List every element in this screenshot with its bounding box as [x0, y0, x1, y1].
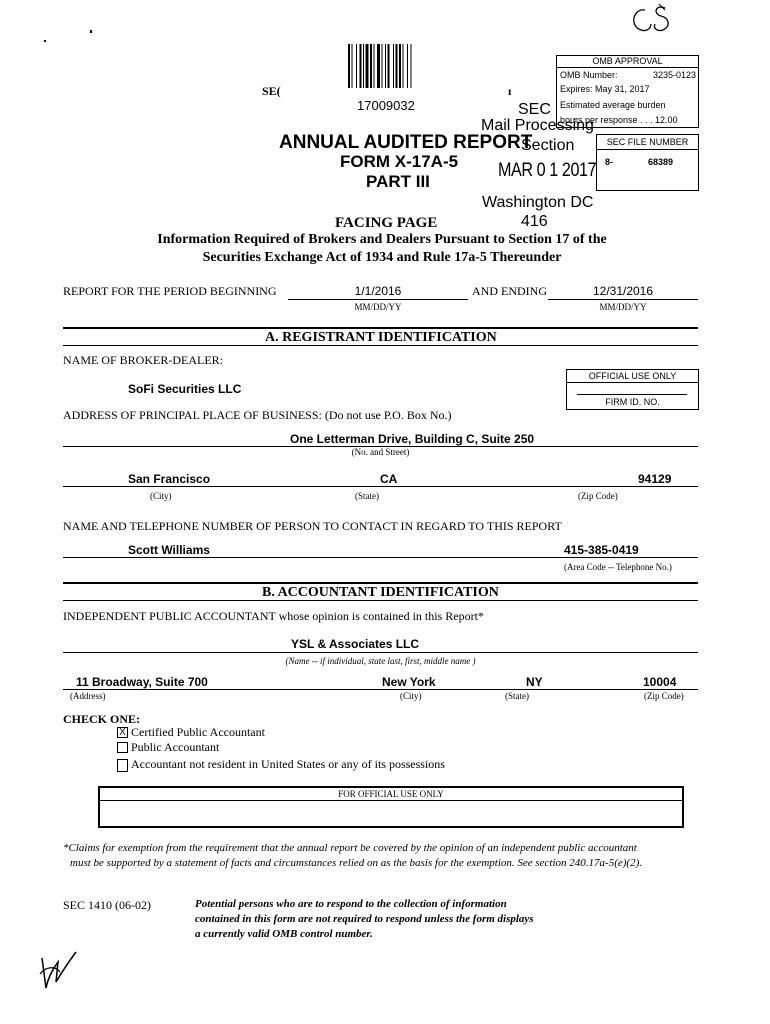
period-begin-format: MM/DD/YY — [354, 302, 402, 312]
period-end-label: AND ENDING — [472, 284, 547, 298]
accountant-zip[interactable]: 10004 — [643, 675, 677, 689]
cpa-label: Certified Public Accountant — [131, 725, 265, 739]
address-label: ADDRESS OF PRINCIPAL PLACE OF BUSINESS: (Do not use P.O. Box No.) — [63, 408, 452, 422]
omb-burden-line1: Estimated average burden — [560, 100, 666, 110]
barcode-bar — [360, 44, 362, 88]
contact-phone[interactable]: 415-385-0419 — [564, 543, 639, 557]
cpa-checkbox[interactable]: X — [117, 727, 128, 738]
accountant-state[interactable]: NY — [526, 675, 543, 689]
contact-name[interactable]: Scott Williams — [128, 543, 210, 557]
claims-note-line2: must be supported by a statement of facts and circumstances relied on as the basis for the exemption. See section 240.17a-5(e)(2). — [70, 857, 642, 869]
form-title-annual: ANNUAL AUDITED REPORT — [279, 132, 533, 153]
section-b-heading: B. ACCOUNTANT IDENTIFICATION — [262, 585, 499, 600]
non-resident-label: Accountant not resident in United States or any of its possessions — [131, 757, 445, 771]
address-caption: (Address) — [70, 691, 106, 701]
form-id: SEC 1410 (06-02) — [63, 898, 151, 912]
omb-notice-line2: contained in this form are not required to respond unless the form displays — [195, 913, 534, 925]
accountant-name[interactable]: YSL & Associates LLC — [291, 637, 420, 651]
check-one-label: CHECK ONE: — [63, 712, 141, 726]
barcode-bar — [411, 44, 412, 88]
contact-underline — [63, 557, 698, 558]
city-value[interactable]: San Francisco — [128, 472, 211, 486]
barcode-bar — [388, 44, 390, 88]
non-resident-checkbox[interactable] — [117, 759, 128, 772]
barcode-image — [348, 44, 428, 88]
public-accountant-checkbox[interactable] — [117, 742, 128, 753]
for-official-use-box — [98, 786, 684, 828]
accountant-label: INDEPENDENT PUBLIC ACCOUNTANT whose opinion is contained in this Report* — [63, 609, 484, 623]
section-a-rule-top — [63, 327, 698, 329]
city-underline — [63, 486, 698, 487]
sec-file-title: SEC FILE NUMBER — [597, 135, 698, 150]
for-official-use-label: FOR OFFICIAL USE ONLY — [100, 788, 682, 801]
period-end-underline — [548, 299, 698, 300]
contact-label: NAME AND TELEPHONE NUMBER OF PERSON TO CONTACT IN REGARD TO THIS REPORT — [63, 519, 562, 533]
barcode-bar — [393, 44, 394, 88]
firm-id-label: FIRM ID. NO. — [605, 397, 660, 407]
omb-number-row — [557, 68, 698, 82]
public-accountant-label: Public Accountant — [131, 740, 220, 754]
barcode-bar — [396, 44, 398, 88]
section-b-rule-top — [63, 582, 698, 584]
stamp-section: Section — [521, 137, 575, 154]
omb-title: OMB APPROVAL — [557, 56, 698, 68]
barcode-number: 17009032 — [357, 98, 415, 113]
barcode-bar — [348, 44, 350, 88]
stray-mark — [44, 40, 46, 42]
accountant-address[interactable]: 11 Broadway, Suite 700 — [76, 675, 208, 689]
barcode-bar — [403, 44, 404, 88]
official-use-box — [566, 369, 699, 410]
stamp-number: 416 — [521, 213, 548, 230]
form-subtitle-1: Information Required of Brokers and Dealers Pursuant to Section 17 of the — [157, 232, 607, 247]
accountant-state-caption: (State) — [505, 691, 529, 701]
official-use-label: OFFICIAL USE ONLY — [567, 370, 698, 383]
zip-value[interactable]: 94129 — [638, 472, 672, 486]
barcode-bar — [399, 44, 401, 88]
omb-expires: Expires: May 31, 2017 — [560, 84, 650, 94]
barcode-bar — [407, 44, 408, 88]
period-end-value[interactable]: 12/31/2016 — [592, 284, 654, 298]
city-caption: (City) — [150, 491, 172, 501]
accountant-address-underline — [63, 689, 698, 690]
phone-caption: (Area Code -- Telephone No.) — [564, 562, 672, 572]
barcode-bar — [352, 44, 353, 88]
sec-file-number-box — [596, 134, 699, 191]
broker-name-label: NAME OF BROKER-DEALER: — [63, 353, 224, 367]
omb-number-value: 3235-0123 — [652, 70, 696, 80]
section-b-rule-bottom — [63, 600, 698, 601]
stamp-city: Washington DC — [482, 194, 594, 211]
handwritten-initials-top — [625, 2, 680, 36]
section-a-heading: A. REGISTRANT IDENTIFICATION — [265, 330, 497, 345]
form-title-form: FORM X-17A-5 — [340, 152, 459, 171]
barcode-bar — [382, 44, 383, 88]
state-value[interactable]: CA — [380, 472, 398, 486]
barcode-bar — [356, 44, 357, 88]
facing-page-title: FACING PAGE — [335, 215, 438, 231]
form-subtitle-2: Securities Exchange Act of 1934 and Rule 17a-5 Thereunder — [202, 250, 562, 265]
broker-name-value[interactable]: SoFi Securities LLC — [128, 382, 242, 396]
period-begin-label: REPORT FOR THE PERIOD BEGINNING — [63, 284, 277, 298]
period-end-format: MM/DD/YY — [599, 302, 647, 312]
claims-note-line1: *Claims for exemption from the requirement that the annual report be covered by the opinion of an independent public accountant — [63, 842, 637, 854]
street-value[interactable]: One Letterman Drive, Building C, Suite 250 — [290, 432, 535, 446]
section-a-rule-bottom — [63, 345, 698, 346]
omb-notice-line1: Potential persons who are to respond to the collection of information — [195, 898, 507, 910]
accountant-zip-caption: (Zip Code) — [644, 691, 684, 701]
handwritten-initials-bottom — [36, 948, 82, 996]
barcode-bar — [374, 44, 375, 88]
firm-id-rule — [577, 394, 687, 395]
header-sec-partial: SE( — [262, 84, 281, 98]
omb-burden-line2: hours per response . . . 12.00 — [560, 115, 678, 125]
omb-approval-box — [556, 55, 699, 128]
period-begin-underline — [288, 299, 468, 300]
zip-caption: (Zip Code) — [578, 491, 618, 501]
state-caption: (State) — [355, 491, 379, 501]
period-begin-value[interactable]: 1/1/2016 — [354, 284, 402, 298]
accountant-city[interactable]: New York — [382, 675, 436, 689]
sec-file-number: 68389 — [648, 157, 674, 167]
barcode-bar — [366, 44, 369, 88]
barcode-bar — [363, 44, 364, 88]
omb-notice-line3: a currently valid OMB control number. — [195, 928, 373, 940]
street-caption: (No. and Street) — [351, 447, 410, 457]
header-mark: ı — [508, 84, 512, 98]
accountant-underline — [63, 652, 698, 653]
sec-file-prefix: 8- — [605, 157, 614, 167]
stamp-sec: SEC — [518, 101, 551, 118]
barcode-bar — [370, 44, 372, 88]
accountant-name-caption: (Name -- if individual, state last, first, middle name ) — [285, 656, 476, 666]
stamp-date: MAR 0 1 2017 — [498, 160, 597, 181]
stray-mark — [90, 30, 92, 33]
stamp-mail-processing: Mail Processing — [481, 117, 594, 134]
omb-number-label: OMB Number: — [560, 70, 618, 80]
barcode-bar — [385, 44, 386, 88]
accountant-city-caption: (City) — [400, 691, 422, 701]
barcode-bar — [377, 44, 380, 88]
form-title-part: PART III — [366, 172, 430, 191]
